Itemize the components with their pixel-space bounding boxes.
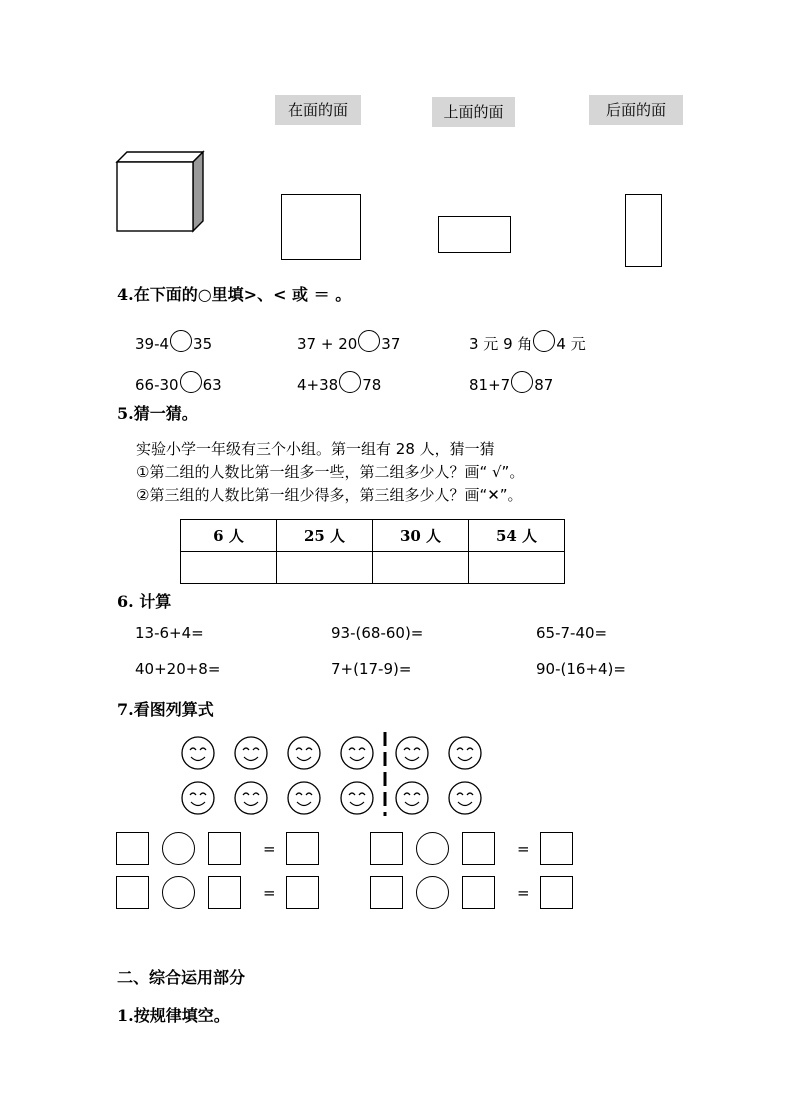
equals-sign: = — [263, 884, 276, 902]
compare-right: 4 元 — [556, 335, 586, 353]
side-view-rectangle — [625, 194, 662, 267]
equals-sign: = — [517, 840, 530, 858]
answer-box[interactable] — [540, 876, 573, 909]
smiley-icon — [288, 737, 320, 769]
compare-circle[interactable] — [170, 330, 192, 352]
answer-box[interactable] — [208, 876, 241, 909]
compare-circle[interactable] — [358, 330, 380, 352]
guess-table — [180, 519, 565, 584]
smiley-figure — [170, 728, 490, 820]
back-view-label: 后面的面 — [589, 95, 683, 125]
operator-circle[interactable] — [162, 876, 195, 909]
smiley-icon — [449, 782, 481, 814]
compare-item — [135, 330, 212, 353]
smiley-icon — [341, 782, 373, 814]
q5-title: 5.猜一猜。 — [117, 404, 198, 423]
answer-box[interactable] — [286, 876, 319, 909]
calc-expression: 40+20+8= — [135, 660, 221, 678]
answer-box[interactable] — [462, 876, 495, 909]
equals-sign: = — [517, 884, 530, 902]
compare-right: 78 — [362, 376, 382, 394]
answer-cell[interactable] — [277, 552, 373, 584]
operator-circle[interactable] — [162, 832, 195, 865]
compare-item — [297, 371, 381, 394]
compare-circle[interactable] — [180, 371, 202, 393]
equals-sign: = — [263, 840, 276, 858]
q7-title: 7.看图列算式 — [117, 700, 214, 719]
compare-left: 66-30 — [135, 376, 179, 394]
calc-expression: 90-(16+4)= — [536, 660, 626, 678]
compare-circle[interactable] — [339, 371, 361, 393]
q6-title: 6. 计算 — [117, 592, 172, 611]
compare-left: 4+38 — [297, 376, 339, 394]
smiley-icon — [235, 737, 267, 769]
front-view-label: 在面的面 — [275, 95, 361, 125]
section2-title: 二、综合运用部分 — [117, 968, 246, 987]
compare-right: 37 — [381, 335, 401, 353]
section2-q1-title: 1.按规律填空。 — [117, 1006, 230, 1025]
compare-item — [469, 371, 553, 394]
answer-cell[interactable] — [373, 552, 469, 584]
answer-box[interactable] — [462, 832, 495, 865]
guess-option: 30 人 — [373, 520, 469, 552]
compare-right: 87 — [534, 376, 554, 394]
guess-option: 54 人 — [469, 520, 565, 552]
compare-left: 37 + 20 — [297, 335, 358, 353]
answer-cell[interactable] — [469, 552, 565, 584]
answer-cell[interactable] — [181, 552, 277, 584]
compare-right: 63 — [202, 376, 222, 394]
compare-left: 81+7 — [469, 376, 511, 394]
calc-expression: 7+(17-9)= — [331, 660, 412, 678]
q4-title: 4.在下面的○里填>、< 或 ＝ 。 — [117, 285, 352, 304]
top-view-label: 上面的面 — [432, 97, 515, 127]
answer-box[interactable] — [116, 876, 149, 909]
answer-box[interactable] — [208, 832, 241, 865]
calc-expression: 93-(68-60)= — [331, 624, 424, 642]
operator-circle[interactable] — [416, 876, 449, 909]
guess-option: 6 人 — [181, 520, 277, 552]
answer-box[interactable] — [116, 832, 149, 865]
answer-box[interactable] — [286, 832, 319, 865]
operator-circle[interactable] — [416, 832, 449, 865]
smiley-icon — [235, 782, 267, 814]
compare-item — [135, 371, 222, 394]
guess-option: 25 人 — [277, 520, 373, 552]
calc-expression: 65-7-40= — [536, 624, 608, 642]
compare-right: 35 — [193, 335, 213, 353]
compare-circle[interactable] — [533, 330, 555, 352]
q5-description: 实验小学一年级有三个小组。第一组有 28 人，猜一猜 — [136, 440, 495, 458]
smiley-icon — [182, 737, 214, 769]
smiley-icon — [341, 737, 373, 769]
top-view-rectangle — [438, 216, 511, 253]
smiley-icon — [449, 737, 481, 769]
front-view-rectangle — [281, 194, 361, 260]
calc-expression: 13-6+4= — [135, 624, 204, 642]
compare-item — [297, 330, 400, 353]
smiley-icon — [396, 737, 428, 769]
answer-box[interactable] — [540, 832, 573, 865]
cuboid-drawing — [114, 149, 206, 233]
smiley-icon — [182, 782, 214, 814]
answer-box[interactable] — [370, 832, 403, 865]
compare-item — [469, 330, 586, 354]
compare-circle[interactable] — [511, 371, 533, 393]
compare-left: 39-4 — [135, 335, 170, 353]
smiley-icon — [396, 782, 428, 814]
answer-box[interactable] — [370, 876, 403, 909]
smiley-icon — [288, 782, 320, 814]
q5-instruction-2: ②第三组的人数比第一组少得多，第三组多少人？画“✕”。 — [136, 486, 523, 504]
compare-left: 3 元 9 角 — [469, 335, 533, 353]
q5-instruction-1: ①第二组的人数比第一组多一些，第二组多少人？画“ √”。 — [136, 463, 525, 481]
